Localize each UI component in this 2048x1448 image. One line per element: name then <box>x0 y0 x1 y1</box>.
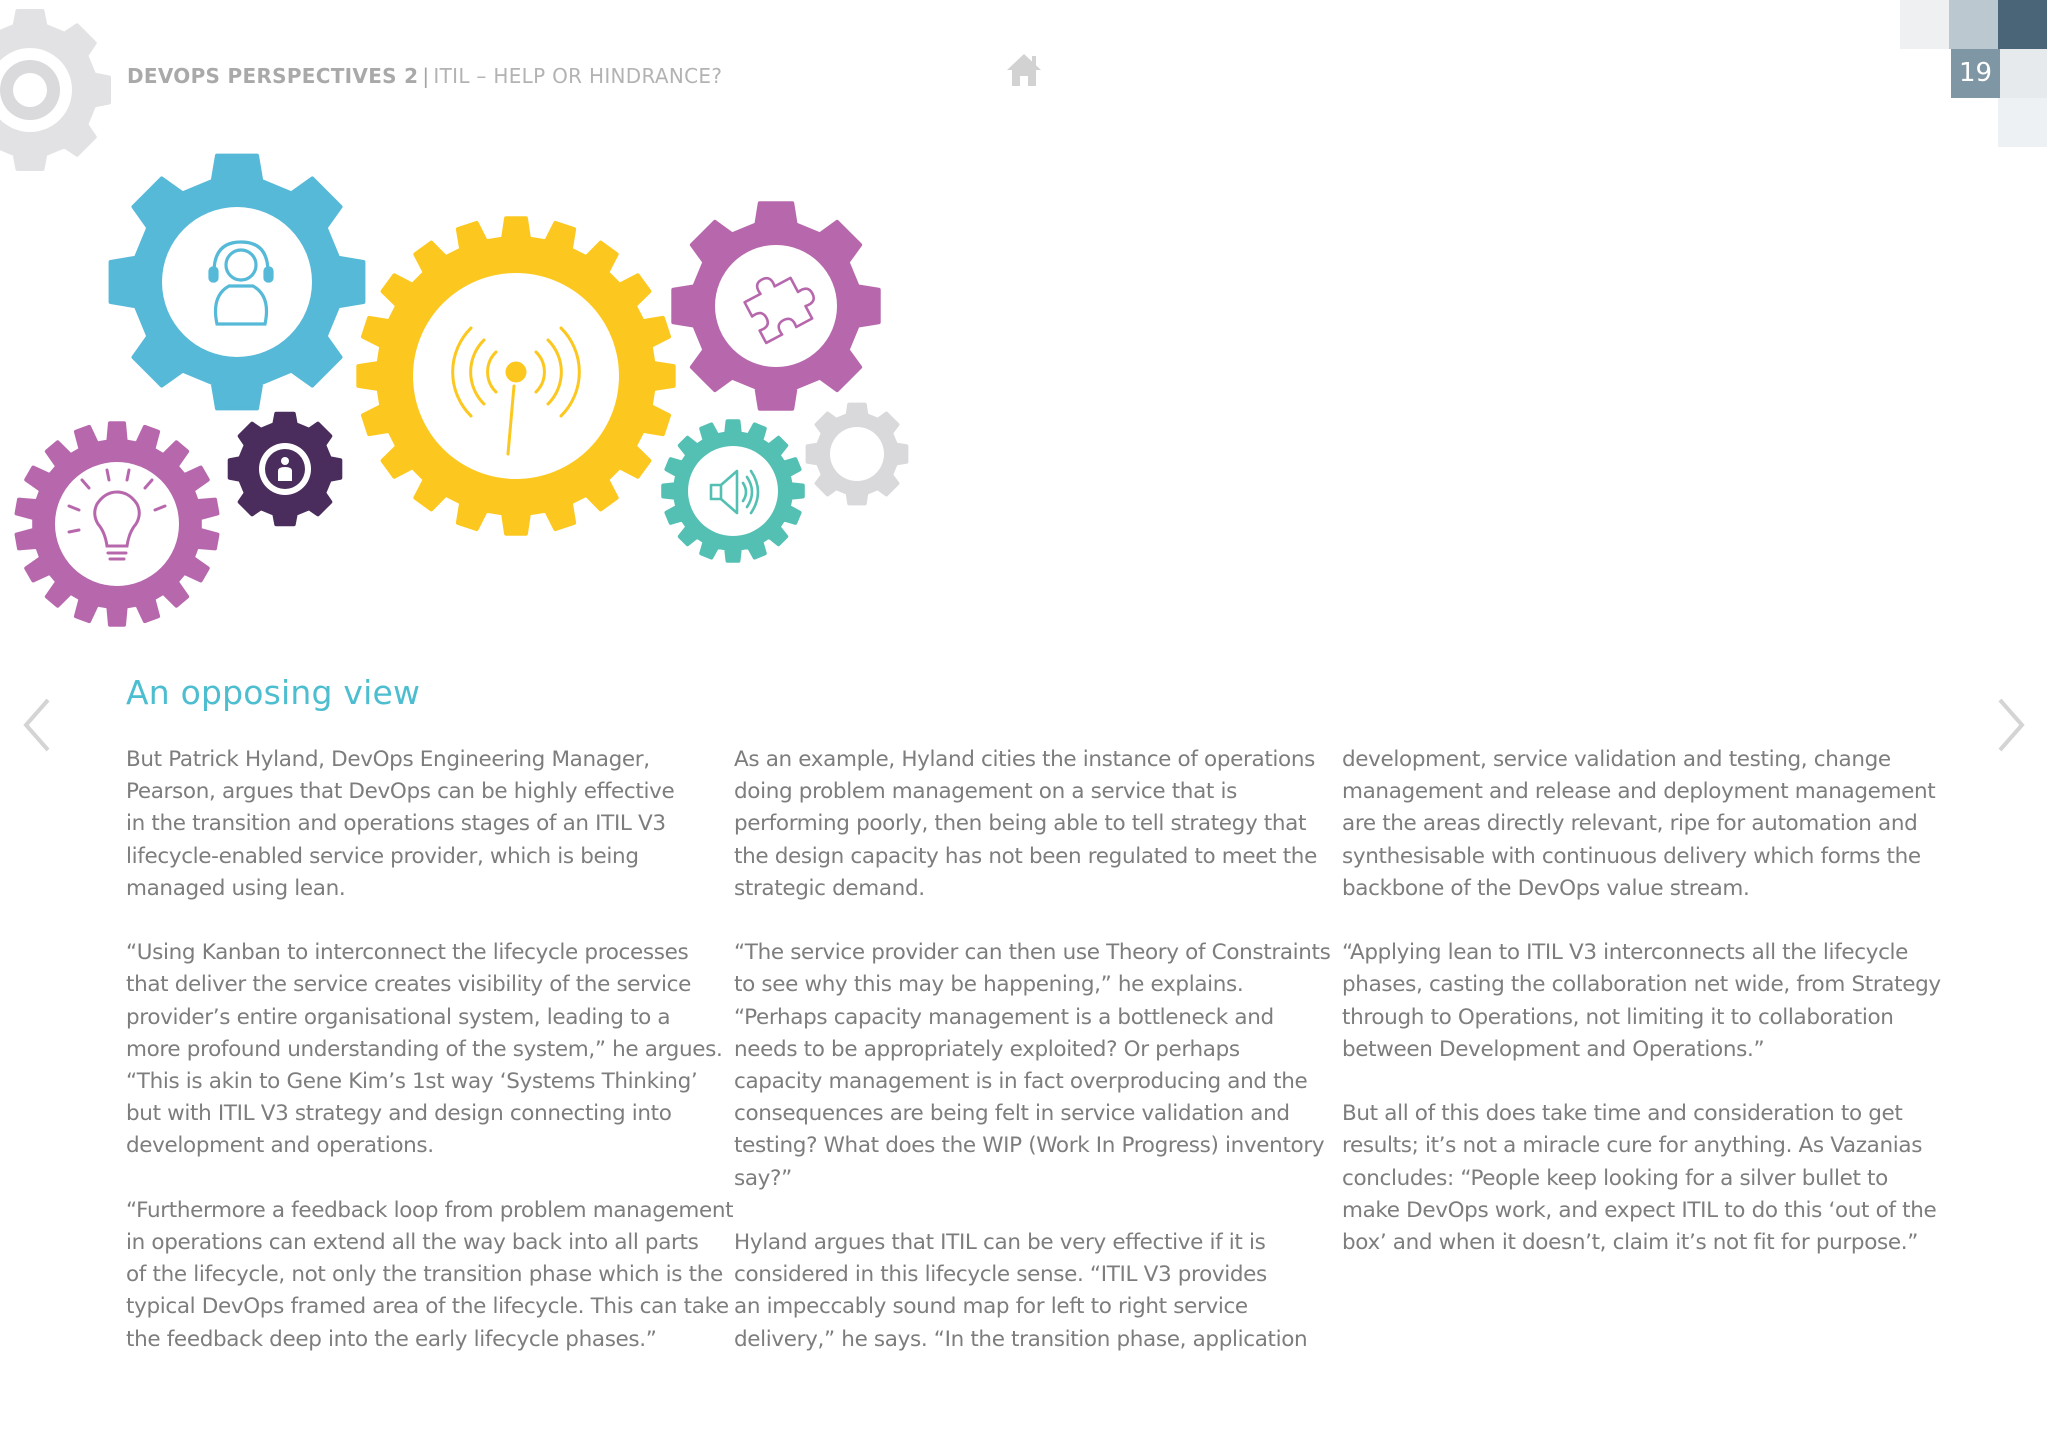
text-line: provider’s entire organisational system, leading to a <box>126 1004 671 1030</box>
text-line: “Furthermore a feedback loop from problem management <box>126 1197 734 1223</box>
text-line: concludes: “People keep looking for a silver bullet to <box>1342 1165 1888 1191</box>
paragraph <box>126 1195 734 1356</box>
text-line: delivery,” he says. “In the transition phase, application <box>734 1326 1308 1352</box>
text-line: through to Operations, not limiting it to collaboration <box>1342 1004 1894 1030</box>
paragraph <box>1342 744 1942 905</box>
decor-tile <box>1998 49 2047 98</box>
text-line: “Applying lean to ITIL V3 interconnects all the lifecycle <box>1342 940 1909 966</box>
article-column-3 <box>1342 744 1942 1291</box>
info-person-gear <box>230 414 341 525</box>
text-line: performing poorly, then being able to tell strategy that <box>734 811 1307 837</box>
text-line: that deliver the service creates visibility of the service <box>126 972 692 998</box>
text-line: box’ and when it doesn’t, claim it’s not fit for purpose.” <box>1342 1230 1919 1256</box>
text-line: lifecycle-enabled service provider, which is being <box>126 843 639 869</box>
text-line: make DevOps work, and expect ITIL to do this ‘out of the <box>1342 1197 1937 1223</box>
article-column-1 <box>126 744 734 1388</box>
text-line: but with ITIL V3 strategy and design connecting into <box>126 1101 672 1127</box>
home-icon[interactable] <box>1004 51 1044 89</box>
text-line: to see why this may be happening,” he explains. <box>734 972 1244 998</box>
paragraph <box>126 744 726 905</box>
text-line: “This is akin to Gene Kim’s 1st way ‘Systems Thinking’ <box>126 1069 698 1095</box>
paragraph <box>734 744 1334 905</box>
header-separator: | <box>422 64 430 88</box>
text-line: considered in this lifecycle sense. “ITIL V3 provides <box>734 1262 1267 1288</box>
antenna-gear <box>358 218 673 533</box>
small-grey-gear-icon <box>808 405 907 504</box>
text-line: the feedback deep into the early lifecycle phases.” <box>126 1326 657 1352</box>
section-heading: An opposing view <box>126 673 421 712</box>
text-line: managed using lean. <box>126 875 346 901</box>
chevron-right-icon[interactable] <box>1990 692 2030 758</box>
text-line: between Development and Operations.” <box>1342 1036 1765 1062</box>
text-line: consequences are being felt in service validation and <box>734 1101 1290 1127</box>
puzzle-gear <box>673 203 878 408</box>
text-line: capacity management is in fact overproducing and the <box>734 1069 1308 1095</box>
paragraph <box>734 937 1334 1195</box>
text-line: Hyland argues that ITIL can be very effective if it is <box>734 1230 1266 1256</box>
text-line: typical DevOps framed area of the lifecycle. This can take <box>126 1294 729 1320</box>
decor-tile <box>1998 0 2047 49</box>
text-line: But Patrick Hyland, DevOps Engineering Manager, <box>126 747 650 772</box>
text-line: an impeccably sound map for left to right service <box>734 1294 1248 1320</box>
text-line: “Perhaps capacity management is a bottleneck and <box>734 1004 1274 1030</box>
speaker-gear <box>663 421 803 561</box>
paragraph <box>1342 937 1942 1066</box>
text-line: in the transition and operations stages of an ITIL V3 <box>126 811 666 837</box>
article-column-2 <box>734 744 1334 1388</box>
gears-illustration <box>0 140 930 640</box>
running-header <box>127 64 722 88</box>
chapter-title: ITIL – HELP OR HINDRANCE? <box>433 64 723 88</box>
text-line: strategic demand. <box>734 875 925 901</box>
decor-tile <box>1900 0 1949 49</box>
text-line: As an example, Hyland cities the instance of operations <box>734 747 1315 772</box>
text-line: of the lifecycle, not only the transition phase which is the <box>126 1262 723 1288</box>
text-line: testing? What does the WIP (Work In Progress) inventory <box>734 1133 1325 1159</box>
text-line: needs to be appropriately exploited? Or perhaps <box>734 1036 1240 1062</box>
text-line: more profound understanding of the system,” he argues. <box>126 1036 723 1062</box>
text-line: doing problem management on a service that is <box>734 779 1237 805</box>
text-line: But all of this does take time and consideration to get <box>1342 1101 1903 1127</box>
page-number: 19 <box>1951 49 2000 98</box>
text-line: in operations can extend all the way back into all parts <box>126 1230 699 1256</box>
decor-tile <box>1949 0 1998 49</box>
text-line: backbone of the DevOps value stream. <box>1342 875 1750 901</box>
text-line: results; it’s not a miracle cure for anything. As Vazanias <box>1342 1133 1923 1159</box>
text-line: management and release and deployment management <box>1342 779 1936 805</box>
text-line: phases, casting the collaboration net wide, from Strategy <box>1342 972 1941 998</box>
series-title: DEVOPS PERSPECTIVES 2 <box>127 64 419 88</box>
text-line: say?” <box>734 1165 792 1191</box>
text-line: synthesisable with continuous delivery which forms the <box>1342 843 1921 869</box>
chevron-left-icon[interactable] <box>18 692 58 758</box>
headset-gear <box>111 156 364 409</box>
text-line: development and operations. <box>126 1133 434 1159</box>
text-line: Pearson, argues that DevOps can be highly effective <box>126 779 675 805</box>
text-line: the design capacity has not been regulated to meet the <box>734 843 1317 869</box>
info-person-icon <box>265 449 305 489</box>
lightbulb-gear <box>17 423 218 625</box>
decor-tile <box>1998 98 2047 147</box>
paragraph <box>734 1227 1334 1356</box>
text-line: “Using Kanban to interconnect the lifecycle processes <box>126 940 689 966</box>
paragraph <box>126 937 726 1162</box>
text-line: are the areas directly relevant, ripe for automation and <box>1342 811 1918 837</box>
text-line: “The service provider can then use Theory of Constraints <box>734 940 1331 966</box>
paragraph <box>1342 1098 1942 1259</box>
text-line: development, service validation and testing, change <box>1342 747 1891 772</box>
